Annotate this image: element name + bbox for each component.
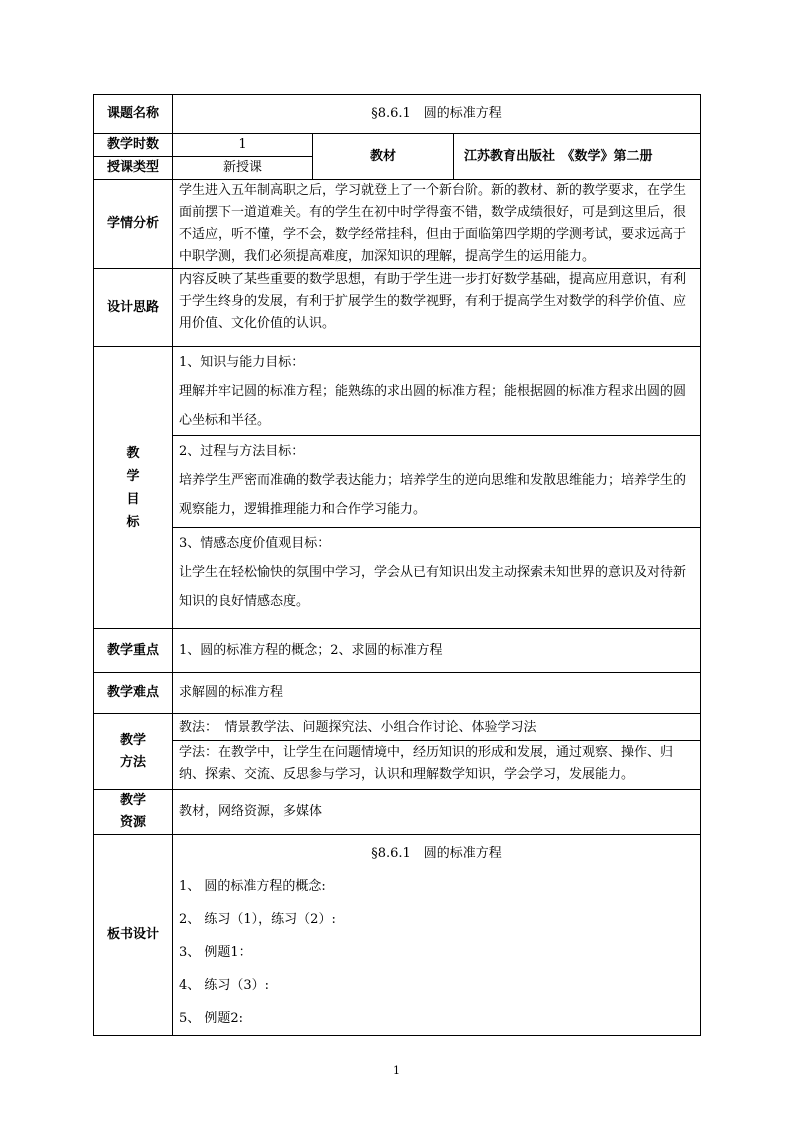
board-design-label: 板书设计 xyxy=(94,835,173,1036)
key-points-label: 教学重点 xyxy=(94,629,173,673)
goals-label xyxy=(94,347,173,629)
board-design-content xyxy=(173,835,701,1036)
hours-value: 1 xyxy=(173,134,313,157)
resources-text: 教材，网络资源，多媒体 xyxy=(173,790,701,835)
goal-heading: 1、知识与能力目标： xyxy=(179,355,305,370)
goal-emotion xyxy=(173,528,700,617)
key-points-text: 1、圆的标准方程的概念；2、求圆的标准方程 xyxy=(173,629,701,673)
textbook-label: 教材 xyxy=(313,134,454,180)
methods-label-line: 方法 xyxy=(119,754,146,770)
hours-label: 教学时数 xyxy=(94,134,173,157)
resources-label xyxy=(94,790,173,835)
goal-process xyxy=(173,436,700,528)
goals-label-char: 目 xyxy=(126,491,140,507)
page-number: 1 xyxy=(393,1064,400,1077)
board-line: 5、 例题2: xyxy=(179,1011,244,1026)
learner-analysis-text: 学生进入五年制高职之后，学习就登上了一个新台阶。新的教材、新的教学要求，在学生面前摆下一道道难关。有的学生在初中时学得蛮不错，数学成绩很好，可是到这里后，很不适应，听不懂，学不会，数学经常挂科，但由于面临第四学期的学测考试，要求远高于中职学测，我们必须提高难度，加深知识的理解，提高学生的运用能力。 xyxy=(173,180,701,269)
teaching-method: 教法： 情景教学法、问题探究法、小组合作讨论、体验学习法 xyxy=(173,716,700,741)
resources-label-line: 教学 xyxy=(119,793,146,808)
goals-label-char: 标 xyxy=(126,514,140,530)
board-line: 1、 圆的标准方程的概念: xyxy=(179,879,326,894)
class-type-value: 新授课 xyxy=(173,157,313,180)
goal-heading: 2、过程与方法目标： xyxy=(179,444,305,459)
learning-method: 学法：在教学中，让学生在问题情境中，经历知识的形成和发展，通过观察、操作、归纳、探索、交流、反思参与学习，认识和理解数学知识，学会学习，发展能力。 xyxy=(179,745,674,782)
textbook-value: 江苏教育出版社 《数学》第二册 xyxy=(454,134,701,180)
class-type-label: 授课类型 xyxy=(94,157,173,180)
methods-label-line: 教学 xyxy=(119,732,146,748)
goal-text: 培养学生严密而准确的数学表达能力；培养学生的逆向思维和发散思维能力；培养学生的观察能力，逻辑推理能力和合作学习能力。 xyxy=(179,473,687,517)
design-idea-text: 内容反映了某些重要的数学思想，有助于学生进一步打好数学基础，提高应用意识，有利于学生终身的发展，有利于扩展学生的数学视野，有利于提高学生对数学的科学价值、应用价值、文化价值的认识。 xyxy=(173,269,701,347)
design-idea-label: 设计思路 xyxy=(94,269,173,347)
learner-analysis-label: 学情分析 xyxy=(94,180,173,269)
goal-knowledge xyxy=(173,347,700,436)
board-line: 2、 练习（1），练习（2）: xyxy=(179,912,336,927)
resources-label-line: 资源 xyxy=(119,815,146,830)
board-line: 3、 例题1： xyxy=(179,945,252,960)
goal-text: 让学生在轻松愉快的氛围中学习，学会从已有知识出发主动探索未知世界的意识及对待新知识的良好情感态度。 xyxy=(179,565,687,609)
goal-text: 理解并牢记圆的标准方程；能熟练的求出圆的标准方程；能根据圆的标准方程求出圆的圆心坐标和半径。 xyxy=(179,384,687,428)
difficulties-text: 求解圆的标准方程 xyxy=(173,673,701,714)
course-title-label: 课题名称 xyxy=(94,95,173,134)
board-line: 4、 练习（3）: xyxy=(179,978,270,993)
difficulties-label: 教学难点 xyxy=(94,673,173,714)
goal-heading: 3、情感态度价值观目标： xyxy=(179,536,331,551)
course-title-value: §8.6.1 圆的标准方程 xyxy=(173,95,701,134)
methods-label xyxy=(94,714,173,790)
board-title: §8.6.1 圆的标准方程 xyxy=(371,846,502,861)
goals-label-char: 教 xyxy=(126,445,140,461)
goals-content xyxy=(173,347,701,629)
goals-label-char: 学 xyxy=(126,468,140,484)
methods-content xyxy=(173,714,701,790)
lesson-plan-table xyxy=(93,94,701,1036)
